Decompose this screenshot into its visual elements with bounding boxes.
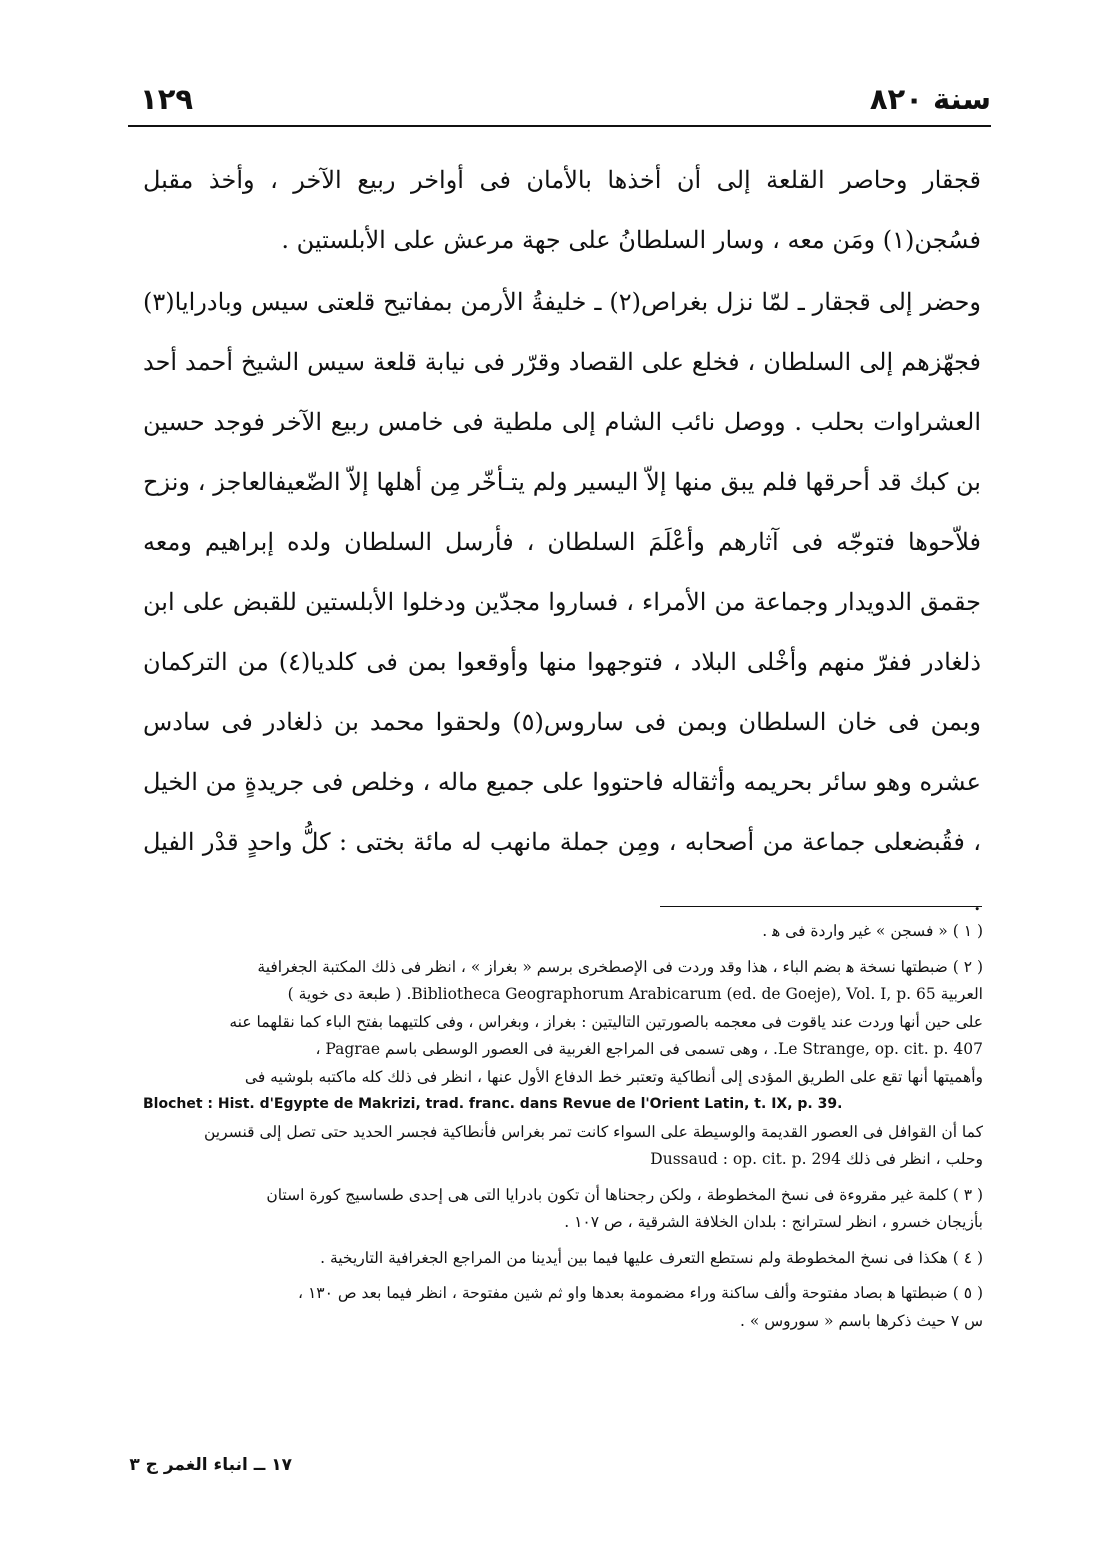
main-text [143,150,981,932]
signature-mark: ١٧ ــ انباء الغمر ج ٣ [129,1455,292,1475]
footnote-line: على حين أنها وردت عند ياقوت فى معجمه بالصورتين التاليتين : بغراز ، وبغراس ، وفى كلتيهما بفتح الباء كما نقلهما عنه [229,1012,983,1031]
footnote-5 [143,1280,983,1335]
running-title: سنة ٨٢٠ [869,82,991,116]
footnote-separator [660,906,982,907]
footnote-4 [143,1245,983,1273]
footnote-2 [143,954,983,1174]
footnote-3 [143,1182,983,1237]
footnote-line: العربية Bibliotheca Geographorum Arabicarum (ed. de Goeje), Vol. I, p. 65. ( طبعة دى خوية ) [287,985,983,1003]
footnote-line: بأزيجان خسرو ، انظر لسترانج : بلدان الخلافة الشرقية ، ص ١٠٧ . [564,1213,983,1231]
footnote-1 [143,918,983,946]
footnote-line: كما أن القوافل فى العصور القديمة والوسيطة على السواء كانت تمر بغراس فأنطاكية فجسر الحديد حتى تصل إلى قنسرين [204,1122,983,1141]
header-rule [128,125,991,127]
footnote-line: ( ٣ ) كلمة غير مقروءة فى نسخ المخطوطة ، ولكن رجحناها أن تكون بادرايا التى هى إحدى طساسيج كورة استان [266,1185,983,1204]
paragraph: وحضر إلى قجقار ـ لمّا نزل بغراص(٢) ـ خليفةُ الأرمن بمفاتيح قلعتى سيس وبادرايا(٣) فجهّزهم إلى السلطان ، فخلع على القصاد وقرّر فى نيابة قلعة سيس الشيخ أحمد أحد العشراوات بحلب . ووصل نائب الشام إلى ملطية فى خامس ربيع الآخر فوجد حسين بن كبك قد أحرقها فلم يبق منها إلاّ اليسير ولم يتـأخّر مِن أهلها إلاّ الضّعيفالعاجز ، ونزح فلاّحوها فتوجّه فى آثارهم وأعْلَمَ السلطان ، فأرسل السلطان ولده إبراهيم ومعه جقمق الدويدار وجماعة من الأمراء ، فساروا مجدّين ودخلوا الأبلستين للقبض على ابن ذلغادر ففرّ منهم وأخْلى البلاد ، فتوجهوا منها وأوقعوا بمن فى كلديا(٤) من التركمان وبمن فى خان السلطان وبمن فى ساروس(٥) ولحقوا محمد بن ذلغادر فى سادس عشره وهو سائر بحريمه وأثقاله فاحتووا على جميع ماله ، وخلص فى جريدةٍ من الخيل ، فقُبضعلى جماعة من أصحابه ، ومِن جملة مانهب له مائة بختى : كلُّ واحدٍ قدْر الفيل . [143,288,982,916]
footnote-line: ( ٤ ) هكذا فى نسخ المخطوطة ولم نستطع التعرف عليها فيما بين أيدينا من المراجع الجغرافية التاريخية . [320,1248,983,1267]
footnote-line: Blochet : Hist. d'Egypte de Makrizi, trad. franc. dans Revue de l'Orient Latin, t. IX, p. 39. [143,1096,843,1112]
footnote-line: ( ٢ ) ضبطتها نسخة ﻫ بضم الباء ، هذا وقد وردت فى الإصطخرى برسم « بغراز » ، انظر فى ذلك المكتبة الجغرافية [257,957,983,976]
page-number: ١٢٩ [140,82,194,116]
footnote-line: س ٧ حيث ذكرها باسم « سوروس » . [739,1311,983,1330]
page-header [128,78,991,124]
footnote-line: ( ٥ ) ضبطتها ﻫ بصاد مفتوحة وألف ساكنة وراء مضمومة بعدها واو ثم شين مفتوحة ، انظر فيما بعد ص ١٣٠ ، [298,1284,983,1302]
paragraph: قجقار وحاصر القلعة إلى أن أخذها بالأمان فى أواخر ربيع الآخر ، وأخذ مقبل فسُجن(١) ومَن معه ، وسار السلطانُ على جهة مرعش على الأبلستين . [143,166,981,254]
footnote-line: وحلب ، انظر فى ذلك Dussaud : op. cit. p. 294 [650,1150,983,1168]
footnote-line: ( ١ ) « فسجن » غير واردة فى ﻫ . [762,922,983,940]
footnote-line: وأهميتها أنها تقع على الطريق المؤدى إلى أنطاكية وتعتبر خط الدفاع الأول عنها ، انظر فى ذلك كله ماكتبه بلوشيه فى [244,1067,983,1086]
footnotes [143,918,983,1343]
footnote-line: Le Strange, op. cit. p. 407. ، وهى تسمى فى المراجع الغربية فى العصور الوسطى باسم Pagrae ، [315,1040,983,1058]
